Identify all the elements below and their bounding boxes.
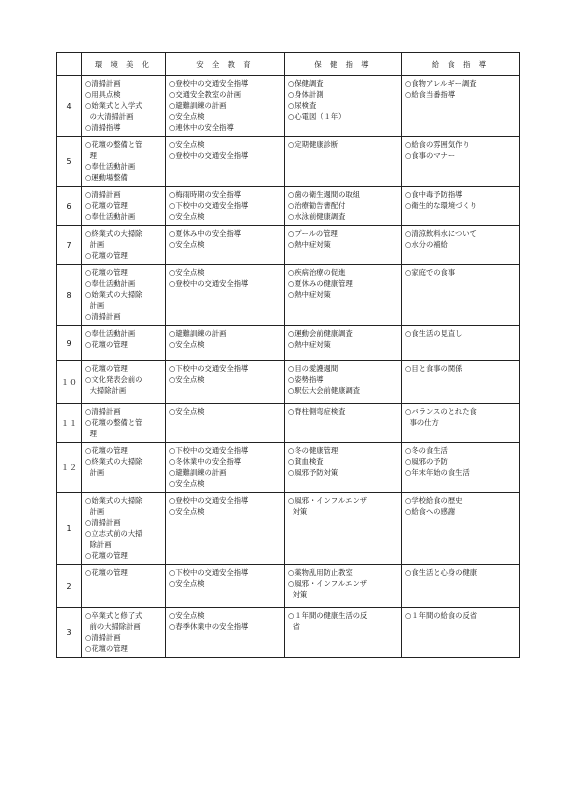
environment-cell	[82, 493, 166, 565]
lunch-cell	[402, 76, 520, 137]
cell-line: ○目の愛護週間	[288, 364, 339, 373]
cell-line: ○花壇の管理	[85, 251, 128, 260]
health-cell	[285, 443, 402, 493]
cell-line: ○奉仕活動計画	[85, 162, 136, 171]
cell-line: ○清掃計画	[85, 518, 121, 527]
table-row	[57, 226, 520, 265]
plan-sheet	[56, 52, 519, 658]
environment-cell	[82, 76, 166, 137]
cell-line: ○花壇の整備と管	[85, 418, 143, 427]
cell-line: ○薬物乱用防止教室	[288, 568, 353, 577]
cell-line: ○清掃指導	[85, 123, 121, 132]
table-row	[57, 608, 520, 658]
safety-cell	[166, 361, 285, 404]
cell-line: ○清掃計画	[85, 407, 121, 416]
cell-line: ○文化発表会前の	[85, 375, 143, 384]
month-cell: １１	[57, 404, 82, 443]
cell-line: ○家庭での食事	[405, 268, 456, 277]
cell-line: ○夏休み中の安全指導	[169, 229, 242, 238]
cell-line: ○風邪予防対策	[288, 468, 339, 477]
cell-line: ○避難訓練の計画	[169, 101, 227, 110]
safety-cell	[166, 565, 285, 608]
cell-line: ○脊柱側弯症検査	[288, 407, 346, 416]
health-cell	[285, 137, 402, 187]
cell-line: ○貧血検査	[288, 457, 324, 466]
environment-cell	[82, 187, 166, 226]
month-cell: 3	[57, 608, 82, 658]
month-cell: 7	[57, 226, 82, 265]
environment-cell	[82, 265, 166, 326]
safety-cell	[166, 226, 285, 265]
cell-line: ○１年間の健康生活の反	[288, 611, 368, 620]
cell-line: ○終業式の大掃除	[85, 457, 143, 466]
health-cell	[285, 265, 402, 326]
cell-line: ○運動場整備	[85, 173, 128, 182]
cell-line: ○食中毒予防指導	[405, 190, 463, 199]
cell-line: ○衛生的な環境づくり	[405, 201, 478, 210]
cell-line: ○登校中の交通安全指導	[169, 496, 249, 505]
cell-line: 対策	[288, 590, 308, 599]
health-cell	[285, 493, 402, 565]
cell-line: ○目と食事の関係	[405, 364, 463, 373]
cell-line: ○清掃計画	[85, 79, 121, 88]
cell-line: ○風邪の予防	[405, 457, 448, 466]
cell-line: ○清掃計画	[85, 190, 121, 199]
cell-line: ○給食への感謝	[405, 507, 456, 516]
cell-line: 対策	[288, 507, 308, 516]
cell-line: ○下校中の交通安全指導	[169, 201, 249, 210]
cell-line: ○奉仕活動計画	[85, 279, 136, 288]
cell-line: ○食生活と心身の健康	[405, 568, 478, 577]
lunch-cell	[402, 443, 520, 493]
cell-line: ○保健調査	[288, 79, 324, 88]
safety-cell	[166, 493, 285, 565]
cell-line: ○清掃計画	[85, 312, 121, 321]
cell-line: ○安全点検	[169, 375, 205, 384]
cell-line: ○給食の雰囲気作り	[405, 140, 470, 149]
cell-line: ○プールの管理	[288, 229, 338, 238]
health-cell	[285, 326, 402, 361]
cell-line: ○連休中の安全指導	[169, 123, 234, 132]
lunch-cell	[402, 608, 520, 658]
header-health: 保 健 指 導	[285, 53, 402, 76]
cell-line: ○食生活の見直し	[405, 329, 463, 338]
environment-cell	[82, 361, 166, 404]
cell-line: ○登校中の交通安全指導	[169, 79, 249, 88]
safety-cell	[166, 137, 285, 187]
cell-line: 除計画	[85, 540, 112, 549]
cell-line: 計画	[85, 301, 105, 310]
cell-line: ○水泳前健康調査	[288, 212, 346, 221]
health-cell	[285, 226, 402, 265]
environment-cell	[82, 226, 166, 265]
cell-line: ○登校中の交通安全指導	[169, 279, 249, 288]
cell-line: ○花壇の整備と管	[85, 140, 143, 149]
table-row	[57, 137, 520, 187]
cell-line: ○花壇の管理	[85, 644, 128, 653]
cell-line: ○春季休業中の安全指導	[169, 622, 249, 631]
table-row	[57, 565, 520, 608]
header-month	[57, 53, 82, 76]
cell-line: の大清掃計画	[85, 112, 134, 121]
table-row	[57, 493, 520, 565]
cell-line: 計画	[85, 507, 105, 516]
cell-line: 計画	[85, 468, 105, 477]
lunch-cell	[402, 326, 520, 361]
table-row	[57, 443, 520, 493]
cell-line: 理	[85, 151, 97, 160]
table-row	[57, 187, 520, 226]
cell-line: ○１年間の給食の反省	[405, 611, 478, 620]
cell-line: ○治療勧告書配付	[288, 201, 346, 210]
month-cell: 4	[57, 76, 82, 137]
cell-line: ○風邪・インフルエンザ	[288, 579, 368, 588]
month-cell: 8	[57, 265, 82, 326]
cell-line: ○終業式の大掃除	[85, 229, 143, 238]
cell-line: ○避難訓練の計画	[169, 468, 227, 477]
header-lunch: 給 食 指 導	[402, 53, 520, 76]
cell-line: ○安全点検	[169, 140, 205, 149]
cell-line: ○安全点検	[169, 268, 205, 277]
cell-line: ○尿検査	[288, 101, 317, 110]
cell-line: ○年末年始の食生活	[405, 468, 470, 477]
lunch-cell	[402, 187, 520, 226]
cell-line: ○安全点検	[169, 240, 205, 249]
month-cell: 2	[57, 565, 82, 608]
cell-line: ○安全点検	[169, 407, 205, 416]
lunch-cell	[402, 361, 520, 404]
cell-line: ○夏休みの健康管理	[288, 279, 353, 288]
cell-line: ○駅伝大会前健康調査	[288, 386, 361, 395]
table-row	[57, 404, 520, 443]
month-cell: 6	[57, 187, 82, 226]
annual-guidance-table	[56, 52, 520, 658]
cell-line: 前の大掃除計画	[85, 622, 141, 631]
cell-line: ○始業式と入学式	[85, 101, 143, 110]
table-row	[57, 265, 520, 326]
table-row	[57, 361, 520, 404]
cell-line: ○清掃計画	[85, 633, 121, 642]
safety-cell	[166, 187, 285, 226]
cell-line: ○身体計測	[288, 90, 324, 99]
cell-line: ○卒業式と修了式	[85, 611, 143, 620]
cell-line: ○花壇の管理	[85, 268, 128, 277]
health-cell	[285, 187, 402, 226]
cell-line: 理	[85, 429, 97, 438]
cell-line: ○食事のマナー	[405, 151, 456, 160]
safety-cell	[166, 404, 285, 443]
safety-cell	[166, 76, 285, 137]
environment-cell	[82, 565, 166, 608]
health-cell	[285, 76, 402, 137]
cell-line: ○始業式の大掃除	[85, 290, 143, 299]
month-cell: 5	[57, 137, 82, 187]
cell-line: ○給食当番指導	[405, 90, 456, 99]
cell-line: ○奉仕活動計画	[85, 212, 136, 221]
cell-line: ○安全点検	[169, 611, 205, 620]
cell-line: ○定期健康診断	[288, 140, 339, 149]
cell-line: ○花壇の管理	[85, 340, 128, 349]
cell-line: ○冬の食生活	[405, 446, 448, 455]
cell-line: ○花壇の管理	[85, 446, 128, 455]
cell-line: ○水分の補給	[405, 240, 448, 249]
table-row	[57, 76, 520, 137]
cell-line: ○バランスのとれた食	[405, 407, 477, 416]
lunch-cell	[402, 404, 520, 443]
safety-cell	[166, 608, 285, 658]
health-cell	[285, 361, 402, 404]
month-cell: １０	[57, 361, 82, 404]
cell-line: ○安全点検	[169, 212, 205, 221]
cell-line: ○熱中症対策	[288, 340, 331, 349]
month-cell: １２	[57, 443, 82, 493]
cell-line: ○花壇の管理	[85, 568, 128, 577]
cell-line: ○運動会前健康調査	[288, 329, 353, 338]
cell-line: ○始業式の大掃除	[85, 496, 143, 505]
cell-line: ○食物アレルギー調査	[405, 79, 477, 88]
cell-line: ○歯の衛生週間の取組	[288, 190, 361, 199]
cell-line: ○交通安全教室の計画	[169, 90, 242, 99]
cell-line: ○下校中の交通安全指導	[169, 364, 249, 373]
cell-line: ○学校給食の歴史	[405, 496, 463, 505]
environment-cell	[82, 137, 166, 187]
cell-line: ○登校中の交通安全指導	[169, 151, 249, 160]
header-environment: 環 境 美 化	[82, 53, 166, 76]
health-cell	[285, 404, 402, 443]
cell-line: ○下校中の交通安全指導	[169, 568, 249, 577]
safety-cell	[166, 265, 285, 326]
cell-line: ○安全点検	[169, 340, 205, 349]
table-body	[57, 76, 520, 658]
cell-line: ○梅雨時期の安全指導	[169, 190, 242, 199]
cell-line: ○心電図（１年）	[288, 112, 346, 121]
health-cell	[285, 565, 402, 608]
cell-line: ○風邪・インフルエンザ	[288, 496, 368, 505]
cell-line: 省	[288, 622, 300, 631]
cell-line: ○下校中の交通安全指導	[169, 446, 249, 455]
cell-line: ○奉仕活動計画	[85, 329, 136, 338]
cell-line: ○疾病治療の促進	[288, 268, 346, 277]
environment-cell	[82, 404, 166, 443]
cell-line: ○安全点検	[169, 112, 205, 121]
lunch-cell	[402, 565, 520, 608]
header-row	[57, 53, 520, 76]
header-safety: 安 全 教 育	[166, 53, 285, 76]
cell-line: ○花壇の管理	[85, 364, 128, 373]
safety-cell	[166, 326, 285, 361]
month-cell: 9	[57, 326, 82, 361]
cell-line: ○安全点検	[169, 579, 205, 588]
safety-cell	[166, 443, 285, 493]
cell-line: 事の仕方	[405, 418, 439, 427]
cell-line: ○用具点検	[85, 90, 121, 99]
cell-line: ○避難訓練の計画	[169, 329, 227, 338]
cell-line: ○熱中症対策	[288, 240, 331, 249]
table-row	[57, 326, 520, 361]
cell-line: ○姿勢指導	[288, 375, 324, 384]
lunch-cell	[402, 226, 520, 265]
cell-line: ○冬休業中の安全指導	[169, 457, 242, 466]
cell-line: ○花壇の管理	[85, 201, 128, 210]
lunch-cell	[402, 265, 520, 326]
environment-cell	[82, 608, 166, 658]
lunch-cell	[402, 137, 520, 187]
environment-cell	[82, 443, 166, 493]
cell-line: ○安全点検	[169, 507, 205, 516]
cell-line: ○冬の健康管理	[288, 446, 339, 455]
cell-line: ○清涼飲料水について	[405, 229, 477, 238]
cell-line: ○熱中症対策	[288, 290, 331, 299]
cell-line: ○立志式前の大掃	[85, 529, 143, 538]
environment-cell	[82, 326, 166, 361]
cell-line: 大掃除計画	[85, 386, 127, 395]
month-cell: 1	[57, 493, 82, 565]
health-cell	[285, 608, 402, 658]
cell-line: ○花壇の管理	[85, 551, 128, 560]
cell-line: 計画	[85, 240, 105, 249]
cell-line: ○安全点検	[169, 479, 205, 488]
lunch-cell	[402, 493, 520, 565]
